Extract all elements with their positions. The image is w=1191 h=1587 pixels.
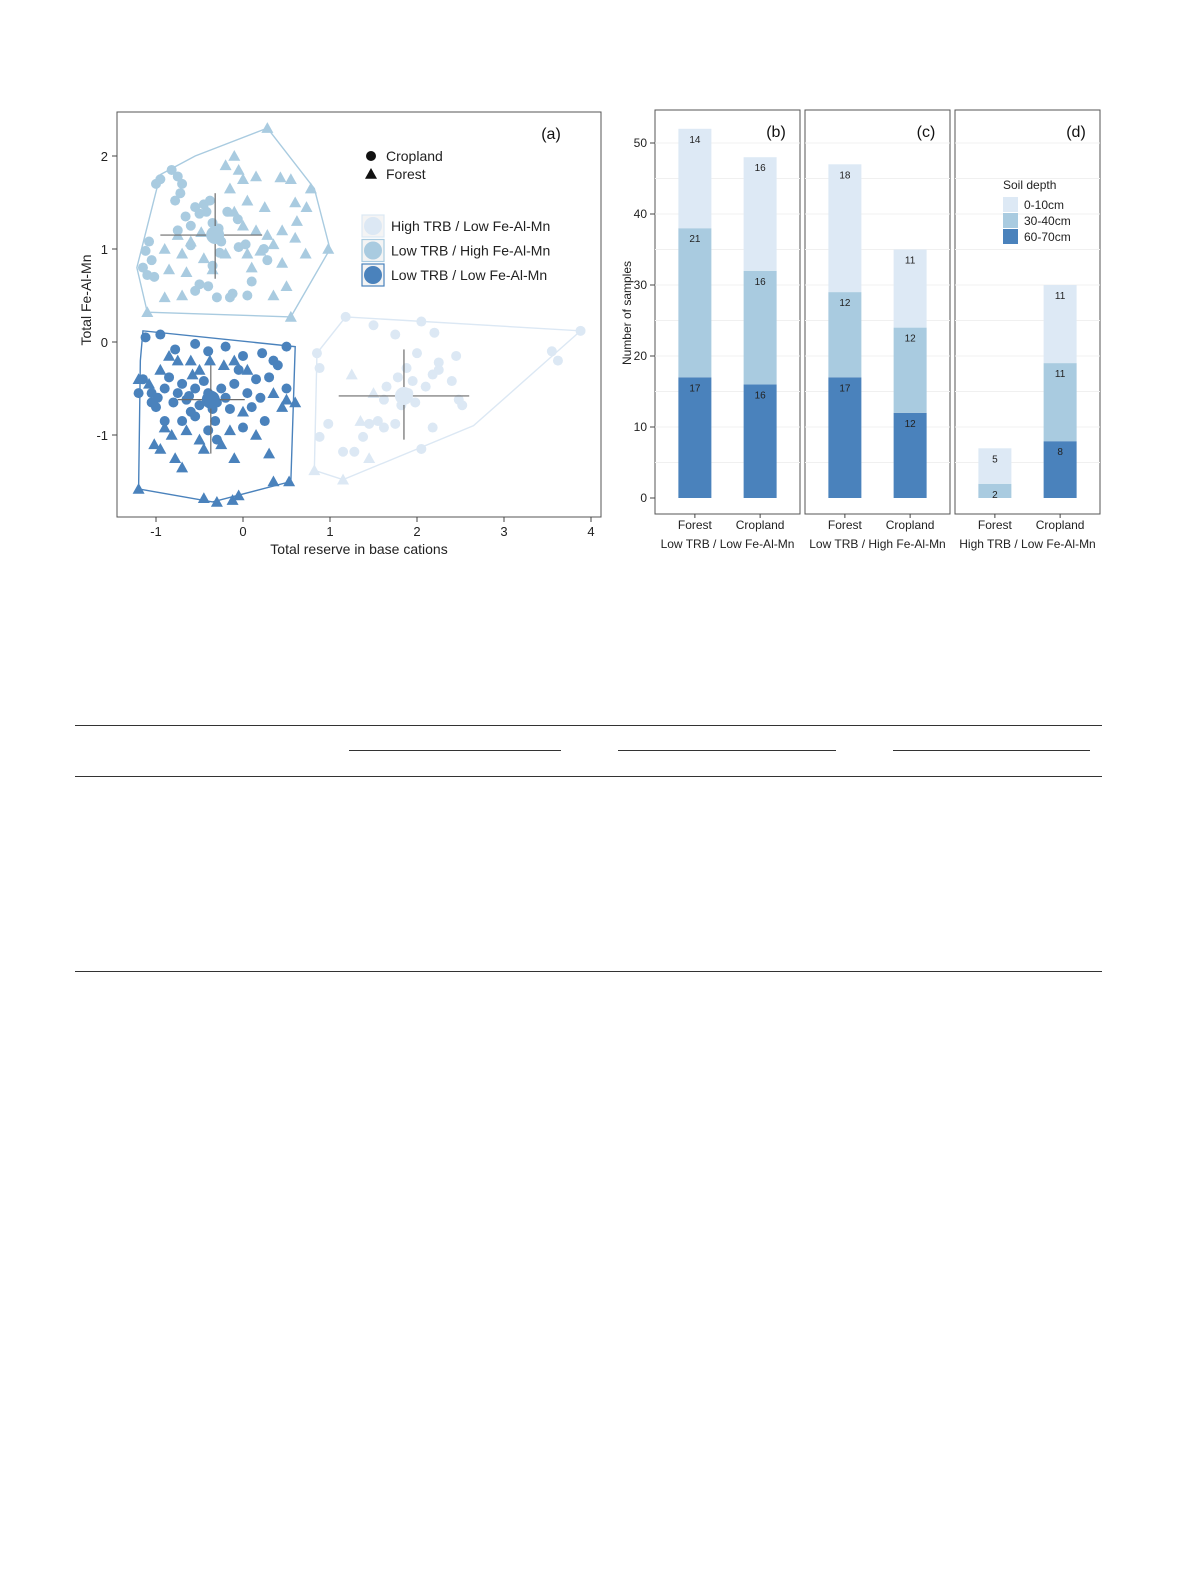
bar-value-label: 5 [992, 454, 998, 466]
point-cropland [210, 416, 220, 426]
point-cropland [203, 281, 213, 291]
point-cropland [144, 237, 154, 247]
stacked-bar-panels [620, 110, 1100, 551]
bar-value-label: 21 [689, 234, 701, 246]
centroid-point [202, 391, 220, 409]
point-cropland [364, 419, 374, 429]
legend-key [1003, 229, 1018, 244]
panel-label: (a) [541, 126, 561, 143]
point-cropland [229, 379, 239, 389]
bar-segment [678, 377, 711, 498]
bar-segment [678, 228, 711, 377]
point-cropland [216, 384, 226, 394]
point-cropland [242, 388, 252, 398]
x-tick-label: 1 [326, 524, 334, 539]
point-cropland [451, 351, 461, 361]
legend-group-symbol [364, 217, 382, 235]
legend-cropland-label: Cropland [386, 148, 443, 164]
x-tick-label: Cropland [735, 518, 785, 532]
x-tick-label: 0 [239, 524, 247, 539]
point-cropland [149, 272, 159, 282]
bar-value-label: 11 [1054, 369, 1066, 381]
y-tick-label: 0 [640, 491, 647, 505]
figure-panels [0, 0, 1191, 580]
point-cropland [553, 356, 563, 366]
point-cropland [199, 376, 209, 386]
panel-label: (c) [916, 124, 936, 141]
point-cropland [190, 411, 200, 421]
point-cropland [390, 330, 400, 340]
facet-frame [655, 110, 800, 514]
x-axis-label: Total reserve in base cations [270, 541, 448, 557]
legend-cropland-symbol [366, 151, 376, 161]
bar-value-label: 12 [904, 333, 916, 345]
point-cropland [203, 346, 213, 356]
point-cropland [379, 423, 389, 433]
table-subheader-rule-3 [893, 750, 1090, 751]
point-cropland [173, 388, 183, 398]
point-cropland [247, 277, 257, 287]
point-cropland [338, 447, 348, 457]
point-cropland [238, 423, 248, 433]
point-cropland [221, 342, 231, 352]
legend-label: 0-10cm [1024, 198, 1065, 212]
point-cropland [203, 425, 213, 435]
y-tick-label: 40 [633, 207, 647, 221]
y-tick-label: 20 [633, 349, 647, 363]
point-cropland [221, 393, 231, 403]
legend-title: Soil depth [1003, 178, 1057, 192]
point-cropland [434, 357, 444, 367]
point-cropland [168, 397, 178, 407]
table-header-rule [75, 776, 1102, 777]
point-cropland [349, 447, 359, 457]
table-subheader-rule-1 [349, 750, 561, 751]
point-cropland [153, 393, 163, 403]
legend-group-label: High TRB / Low Fe-Al-Mn [391, 218, 551, 234]
centroid-point [395, 387, 413, 405]
point-cropland [312, 348, 322, 358]
y-tick-label: 0 [100, 335, 108, 350]
table-top-rule [75, 725, 1102, 726]
bar-value-label: 18 [839, 170, 851, 182]
point-cropland [429, 328, 439, 338]
bar-value-label: 17 [839, 383, 851, 395]
point-cropland [151, 402, 161, 412]
y-tick-label: -1 [96, 428, 108, 443]
bar-value-label: 16 [754, 390, 766, 402]
point-cropland [260, 416, 270, 426]
point-cropland [412, 348, 422, 358]
point-cropland [428, 370, 438, 380]
y-axis-label: Number of samples [620, 260, 634, 366]
bar-segment [744, 157, 777, 271]
legend-group-symbol [364, 266, 382, 284]
bar-segment [828, 377, 861, 498]
facet-1 [805, 110, 950, 551]
point-cropland [228, 289, 238, 299]
x-tick-label: Forest [677, 518, 712, 532]
point-cropland [402, 363, 412, 373]
y-tick-label: 30 [633, 278, 647, 292]
point-cropland [282, 342, 292, 352]
point-cropland [212, 292, 222, 302]
point-cropland [262, 255, 272, 265]
legend-key [1003, 213, 1018, 228]
facet-2 [955, 110, 1100, 551]
point-cropland [201, 207, 211, 217]
point-cropland [251, 374, 261, 384]
point-cropland [238, 351, 248, 361]
point-cropland [242, 291, 252, 301]
point-cropland [141, 246, 151, 256]
point-cropland [155, 330, 165, 340]
bar-segment [828, 164, 861, 292]
point-cropland [547, 346, 557, 356]
x-tick-label: Cropland [1035, 518, 1085, 532]
x-tick-label: 2 [413, 524, 421, 539]
point-cropland [257, 348, 267, 358]
x-tick-label: Forest [827, 518, 862, 532]
legend-label: 30-40cm [1024, 214, 1071, 228]
point-cropland [247, 402, 257, 412]
point-cropland [315, 432, 325, 442]
point-cropland [205, 196, 215, 206]
point-cropland [134, 388, 144, 398]
facet-0 [655, 110, 800, 551]
point-cropland [421, 382, 431, 392]
bar-value-label: 11 [904, 255, 916, 267]
point-cropland [323, 419, 333, 429]
point-cropland [170, 344, 180, 354]
legend-group-label: Low TRB / Low Fe-Al-Mn [391, 267, 548, 283]
point-cropland [147, 255, 157, 265]
bar-value-label: 16 [754, 163, 766, 175]
point-cropland [282, 384, 292, 394]
point-cropland [234, 242, 244, 252]
point-cropland [369, 320, 379, 330]
legend-key [1003, 197, 1018, 212]
point-cropland [315, 363, 325, 373]
point-cropland [177, 416, 187, 426]
x-tick-label: Forest [977, 518, 1012, 532]
point-cropland [160, 384, 170, 394]
bar-value-label: 8 [1057, 447, 1063, 459]
y-tick-label: 2 [100, 149, 108, 164]
point-cropland [170, 196, 180, 206]
point-cropland [225, 404, 235, 414]
plot-frame [117, 112, 601, 517]
bar-value-label: 16 [754, 276, 766, 288]
bar-value-label: 17 [689, 383, 701, 395]
x-tick-label: 3 [500, 524, 508, 539]
legend-group-label: Low TRB / High Fe-Al-Mn [391, 242, 551, 259]
bar-value-label: 14 [689, 134, 701, 146]
centroid-point [206, 226, 224, 244]
panel-label: (b) [766, 124, 786, 141]
point-cropland [177, 379, 187, 389]
scatter-panel-a [78, 112, 601, 557]
bar-segment [744, 271, 777, 385]
x-tick-label: -1 [150, 524, 162, 539]
point-cropland [181, 211, 191, 221]
point-cropland [273, 360, 283, 370]
table-bottom-rule [75, 971, 1102, 972]
point-cropland [264, 372, 274, 382]
point-cropland [341, 312, 351, 322]
point-cropland [390, 419, 400, 429]
point-cropland [416, 444, 426, 454]
bar-segment [744, 384, 777, 498]
point-cropland [358, 432, 368, 442]
point-cropland [382, 382, 392, 392]
point-cropland [190, 286, 200, 296]
y-tick-label: 10 [633, 420, 647, 434]
bar-value-label: 12 [904, 418, 916, 430]
point-cropland [393, 372, 403, 382]
y-tick-label: 50 [633, 136, 647, 150]
point-cropland [186, 221, 196, 231]
table-subheader-rule-2 [618, 750, 836, 751]
point-cropland [177, 179, 187, 189]
point-cropland [408, 376, 418, 386]
legend-label: 60-70cm [1024, 230, 1071, 244]
bar-value-label: 2 [992, 489, 998, 501]
point-cropland [190, 339, 200, 349]
bar-value-label: 12 [839, 298, 851, 310]
y-axis-label: Total Fe-Al-Mn [78, 254, 94, 346]
point-cropland [416, 317, 426, 327]
x-tick-label: 4 [587, 524, 595, 539]
facet-frame [955, 110, 1100, 514]
facet-frame [805, 110, 950, 514]
bar-value-label: 11 [1054, 291, 1066, 302]
point-cropland [428, 423, 438, 433]
legend-forest-label: Forest [386, 166, 426, 182]
panel-label: (d) [1066, 124, 1086, 141]
point-cropland [457, 400, 467, 410]
point-cropland [255, 393, 265, 403]
point-cropland [576, 326, 586, 336]
y-tick-label: 1 [100, 242, 108, 257]
facet-group-label: Low TRB / Low Fe-Al-Mn [660, 537, 795, 551]
legend-group-symbol [364, 242, 382, 260]
point-cropland [151, 179, 161, 189]
x-tick-label: Cropland [885, 518, 935, 532]
facet-group-label: High TRB / Low Fe-Al-Mn [959, 537, 1096, 551]
facet-group-label: Low TRB / High Fe-Al-Mn [809, 537, 946, 551]
point-cropland [447, 376, 457, 386]
point-cropland [141, 332, 151, 342]
